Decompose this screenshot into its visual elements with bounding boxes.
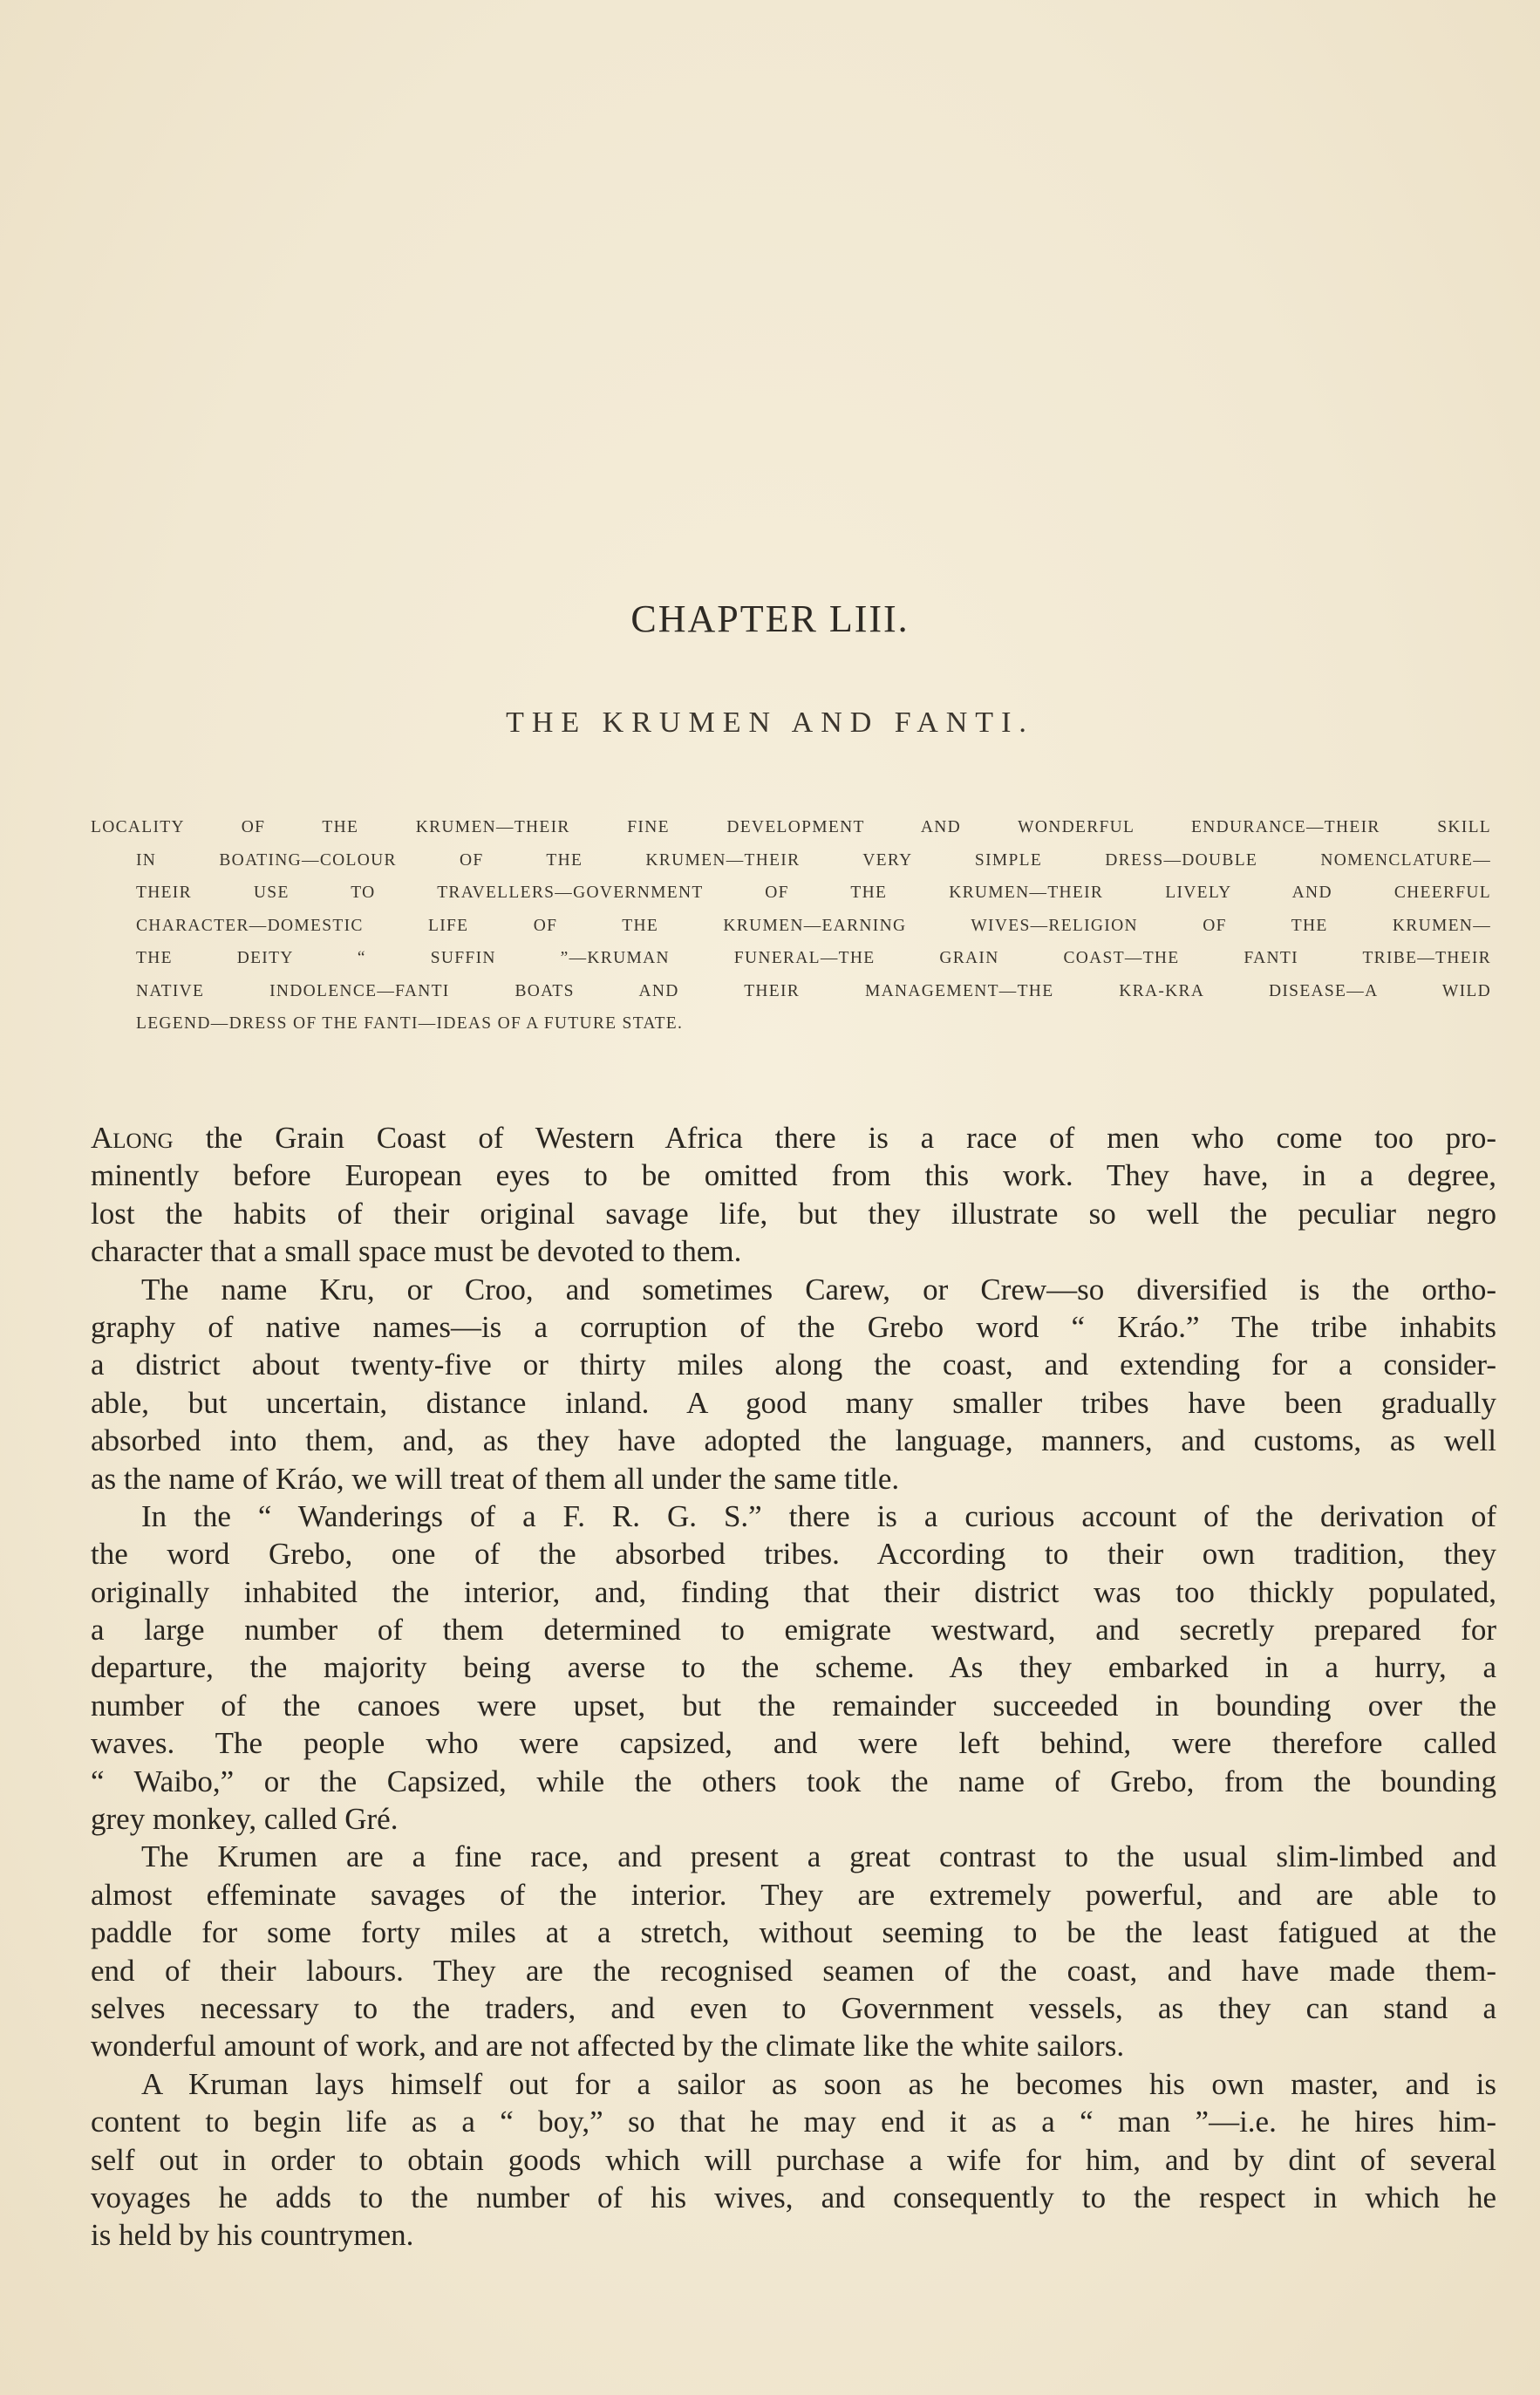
synopsis-line: LOCALITY OF THE KRUMEN—THEIR FINE DEVELOPMENT AND WONDERFUL ENDURANCE—THEIR SKILL [91, 818, 1491, 836]
synopsis-line: IN BOATING—COLOUR OF THE KRUMEN—THEIR VERY SIMPLE DRESS—DOUBLE NOMENCLATURE— [136, 850, 1491, 870]
chapter-subtitle: THE KRUMEN AND FANTI. [506, 706, 1034, 739]
body-line: selves necessary to the traders, and even to Government vessels, as they can stand a [91, 1990, 1496, 2025]
body-line: paddle for some forty miles at a stretch, without seeming to be the least fatigued at the [91, 1915, 1496, 1950]
body-line: character that a small space must be devoted to them. [91, 1234, 742, 1269]
body-line: originally inhabited the interior, and, finding that their district was too thickly populated, [91, 1574, 1496, 1609]
body-line: The name Kru, or Croo, and sometimes Carew, or Crew—so diversified is the ortho- [141, 1272, 1496, 1307]
body-line: almost effeminate savages of the interior. They are extremely powerful, and are able to [91, 1877, 1496, 1912]
body-line: grey monkey, called Gré. [91, 1802, 399, 1837]
body-line: In the “ Wanderings of a F. R. G. S.” there is a curious account of the derivation of [141, 1498, 1496, 1533]
body-line: content to begin life as a “ boy,” so that he may end it as a “ man ”—i.e. he hires him- [91, 2105, 1496, 2139]
synopsis-line: THE DEITY “ SUFFIN ”—KRUMAN FUNERAL—THE GRAIN COAST—THE FANTI TRIBE—THEIR [136, 949, 1491, 967]
body-line: able, but uncertain, distance inland. A good many smaller tribes have been gradually [91, 1385, 1496, 1420]
body-line: wonderful amount of work, and are not affected by the climate like the white sailors. [91, 2029, 1125, 2064]
body-line: number of the canoes were upset, but the remainder succeeded in bounding over the [91, 1688, 1496, 1723]
chapter-synopsis [91, 811, 1491, 1041]
body-line: self out in order to obtain goods which will purchase a wife for him, and by dint of several [91, 2142, 1496, 2177]
body-line: departure, the majority being averse to the scheme. As they embarked in a hurry, a [91, 1650, 1496, 1685]
body-line [91, 1119, 1496, 1157]
body-line: lost the habits of their original savage life, but they illustrate so well the peculiar negro [91, 1196, 1496, 1231]
body-line: A Kruman lays himself out for a sailor as soon as he becomes his own master, and is [141, 2066, 1496, 2101]
body-line: is held by his countrymen. [91, 2218, 414, 2253]
body-line: voyages he adds to the number of his wives, and consequently to the respect in which he [91, 2180, 1496, 2214]
body-line: a large number of them determined to emigrate westward, and secretly prepared for [91, 1613, 1496, 1648]
opening-word: Along [91, 1121, 174, 1155]
synopsis-line: THEIR USE TO TRAVELLERS—GOVERNMENT OF THE KRUMEN—THEIR LIVELY AND CHEERFUL [136, 884, 1491, 902]
body-line: minently before European eyes to be omitted from this work. They have, in a degree, [91, 1158, 1496, 1193]
body-line: the word Grebo, one of the absorbed tribes. According to their own tradition, they [91, 1537, 1496, 1572]
first-line-text: the Grain Coast of Western Africa there is a race of men who come too pro- [173, 1121, 1496, 1155]
body-text [91, 1119, 1496, 2255]
body-line: as the name of Kráo, we will treat of them all under the same title. [91, 1461, 900, 1496]
body-line: waves. The people who were capsized, and were left behind, were therefore called [91, 1726, 1496, 1761]
synopsis-line: LEGEND—DRESS OF THE FANTI—IDEAS OF A FUTURE STATE. [136, 1014, 684, 1033]
body-line: a district about twenty-five or thirty miles along the coast, and extending for a consider- [91, 1348, 1496, 1382]
synopsis-line: NATIVE INDOLENCE—FANTI BOATS AND THEIR MANAGEMENT—THE KRA-KRA DISEASE—A WILD [136, 981, 1491, 1000]
body-line: The Krumen are a fine race, and present a great contrast to the usual slim-limbed and [141, 1839, 1496, 1874]
body-line: end of their labours. They are the recognised seamen of the coast, and have made them- [91, 1953, 1496, 1988]
body-line: graphy of native names—is a corruption of the Grebo word “ Kráo.” The tribe inhabits [91, 1309, 1496, 1344]
chapter-title: CHAPTER LIII. [630, 597, 910, 640]
body-line: “ Waibo,” or the Capsized, while the others took the name of Grebo, from the bounding [91, 1764, 1496, 1798]
synopsis-line: CHARACTER—DOMESTIC LIFE OF THE KRUMEN—EARNING WIVES—RELIGION OF THE KRUMEN— [136, 916, 1491, 935]
body-line: absorbed into them, and, as they have adopted the language, manners, and customs, as well [91, 1423, 1496, 1458]
